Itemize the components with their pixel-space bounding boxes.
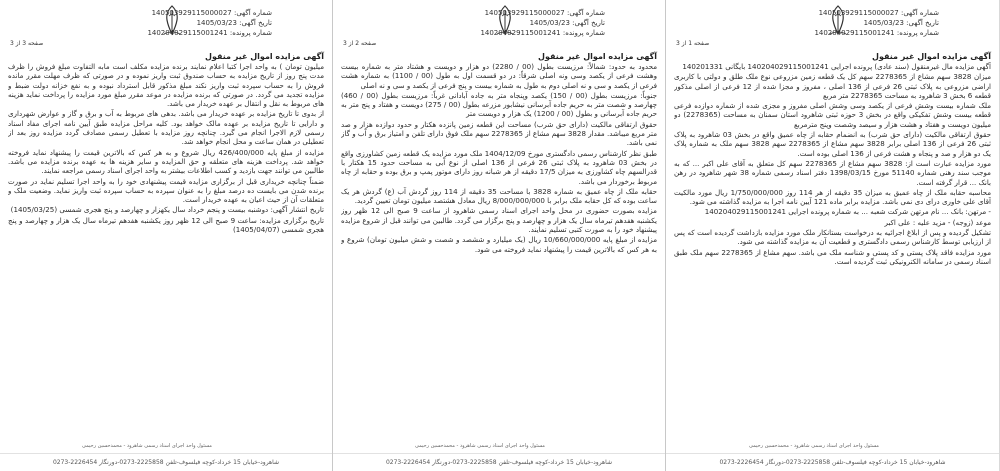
- paragraph: تشکیل گردیده و پس از ابلاغ اجرائیه به درخواست بستانکار ملک مورد مزایده بازداشت گردیده است که پس از ارزیابی توسط کارشناس رسمی دادگستری و قطعیت آن به مزایده گذاشته می شود.: [674, 228, 991, 247]
- notice-title: آگهی مزایده اموال غیر منقول: [205, 52, 324, 61]
- publish-date: تاریخ انتشار آگهی: دوشنبه بیست و پنجم خرداد سال یکهزار و چهارصد و پنج هجری شمسی (1405/03/25): [10, 205, 324, 215]
- page-number: صفحه 1 از 3: [676, 40, 710, 47]
- paragraph: جنوباً: مرزیست بطول (00 / 150) یکصد وپنجاه متر به جاده آبادانی غرباً: مرزیست بطول (00 / 460) چهارصد و شصت متر به حریم جاده آبرسانی نیشابور مزرعه بطول (00 / 275) دویست و هفتاد و پنج متر به حریم جاده آبرسانی و بطول (00 / 1200) یک هزار و دویست متر: [341, 90, 657, 119]
- notice-body: [341, 62, 657, 443]
- reference-block: [147, 8, 272, 38]
- auction-date: تاریخ برگزاری مزایده: ساعت 9 صبح الی 12 ظهر روز یکشنبه هفدهم تیرماه سال یک هزار و چهارصد و پنج هجری شمسی (1405/04/07): [8, 215, 324, 235]
- paragraph: مورد مزایده عبارت است از: 3828 سهم مشاع از 2278365 سهم کل متعلق به آقای علی اکبر ... که به موجب سند رهنی شماره 51140 مورخ 1398/03/15 دفتر اسناد رسمی شماره 38 شهر شاهرود در رهن بانک ... قرار گرفته است.: [674, 158, 991, 187]
- ref-date: تاریخ آگهی: 1405/03/23: [863, 19, 939, 27]
- paragraph: - مرتهن: بانک ... نام مرتهن شرکت شعبه ... به شماره پرونده اجرایی 140204029115001241: [704, 207, 991, 217]
- paragraph: حقابه ملک از چاه عمیق به شماره 3828 با مساحت 35 دقیقه از 114 روز گردش آب (ع) گردش هر یک ساعت بوده که کل حقابه ملک برابر با 8/000/000/000 ریال معادل هشتصد میلیون تومان تعیین گردید.: [341, 186, 657, 206]
- footer-address: شاهرود-خیابان 15 خرداد-کوچه فیلسوف-تلفن 2225858-0273-دورنگار 2226454-0273: [666, 453, 999, 471]
- sheet-page-1: [666, 0, 999, 471]
- notice-body: [8, 62, 324, 443]
- sheet-page-3: [0, 0, 333, 471]
- ref-number: شماره آگهی: 140503929115000027: [818, 9, 939, 17]
- paragraph: میزان 3828 سهم مشاع از 2278365 سهم کل یک قطعه زمین مزروعی نوع ملک طلق و دولتی با کاربری اراضی مزروعی به پلاک ثبتی 26 فرعی از 136 اصلی ، مفروز و مجزا شده از 12 فرعی از اصلی مذکور قطعه 6 بخش 3 شاهرود به مساحت 2278365 متر مربع: [674, 72, 991, 100]
- notice-title: آگهی مزایده اموال غیر منقول: [872, 52, 991, 61]
- footer-address: شاهرود-خیابان 15 خرداد-کوچه فیلسوف-تلفن 2225858-0273-دورنگار 2226454-0273: [333, 453, 665, 471]
- reference-block: [480, 8, 605, 38]
- paragraph: مزایده از مبلغ پایه 10/660/000/000 ریال (یک میلیارد و ششصد و شصت و شش میلیون تومان) شروع و به هر کس که بالاترین قیمت را پیشنهاد نماید فروخته می شود.: [341, 235, 657, 254]
- paragraph: مزایده از مبلغ پایه 426/400/000 ریال شروع و به هر کس که بالاترین قیمت را پیشنهاد نماید فروخته خواهد شد. پرداخت هزینه های متعلقه و حق المزایده و سایر هزینه ها به عهده برنده مزایده می باشد. طالبین می توانند جهت بازدید و کسب اطلاعات بیشتر به واحد اجرای اسناد رسمی مراجعه نمایند.: [8, 147, 324, 176]
- sheet-header: [666, 0, 999, 52]
- page-number: صفحه 3 از 3: [10, 40, 44, 47]
- sheet-header: [333, 0, 665, 52]
- paragraph: مزایده بصورت حضوری در محل واحد اجرای اسناد رسمی شاهرود از ساعت 9 صبح الی 12 ظهر روز یکشنبه هفدهم تیرماه سال یک هزار و چهارصد و پنج برگزار می گردد. طالبین می توانند قبل از شروع مزایده پیشنهاد خود را به صورت کتبی تسلیم نمایند.: [341, 206, 657, 235]
- ref-date: تاریخ آگهی: 1405/03/23: [196, 19, 272, 27]
- ref-date: تاریخ آگهی: 1405/03/23: [529, 19, 605, 27]
- paragraph: حقوق ارتفاقی مالکیت (دارای حق شرب) مساحت این قطعه زمین پانزده هکتار و حدود دوازده هزار و صد متر مربع میباشد. مقدار 3828 سهم مشاع از 2278365 سهم ملک فوق دارای تلفن و امتیاز برق و آب و گاز نمی باشد.: [341, 119, 657, 148]
- paragraph: طبق نظر کارشناس رسمی دادگستری مورخ 1404/12/09 ملک مورد مزایده یک قطعه زمین کشاورزی واقع در بخش 03 شاهرود به پلاک ثبتی 26 فرعی از 136 اصلی از نوع آبی به مساحت حدود 15 هکتار با قدرالسهم چاه کشاورزی به میزان 17/5 دقیقه از هر شبانه روز دارای موتور پمپ و برق بوده و حقابه از چاه مربوط برخوردار می باشد.: [341, 148, 657, 186]
- sheet-header: [0, 0, 332, 52]
- notice-body: [674, 62, 991, 443]
- file-number: شماره پرونده: 140204029115001241: [814, 29, 939, 37]
- sheet-page-2: [333, 0, 666, 471]
- paragraph: حقوق ارتفاقی مالکیت (دارای حق شرب) به انضمام حقابه از چاه عمیق واقع در بخش 03 شاهرود به پلاک ثبتی 26 فرعی از 136 اصلی برابر 3828 سهم مشاع از 2278365 سهم 3828 سهم ملک به شماره پلاک یک دو هزار و صد و پنجاه و هشت فرعی از 136 اصلی بوده است.: [674, 130, 991, 158]
- reference-block: [814, 8, 939, 38]
- paragraph: آگهی مزایده مال غیرمنقول (سند عادی) پرونده اجرایی 140204029115001241 بایگانی 140201331: [682, 62, 991, 71]
- file-number: شماره پرونده: 140204029115001241: [480, 29, 605, 37]
- file-number: شماره پرونده: 140204029115001241: [147, 29, 272, 37]
- paragraph: از بدوی تا تاریخ مزایده بر عهده خریدار می باشد. بدهی های مربوط به آب و برق و گاز و عوارض شهرداری و دارایی تا تاریخ مزایده بر عهده مالک خواهد بود. کلیه مراحل مزایده طبق آیین نامه اجرای مفاد اسناد رسمی لازم الاجرا انجام می گیرد. چنانچه روز مزایده با تعطیل رسمی مصادف گردد مزایده روز بعد از تعطیلی در همان ساعت و محل انجام خواهد شد.: [8, 109, 324, 147]
- notice-title: آگهی مزایده اموال غیر منقول: [538, 52, 657, 61]
- paragraph: محدود به حدود: شمالاً: مرزیست بطول (00 / 2280) دو هزار و دویست و هشتاد متر به شماره بیست وهشت فرعی از یکصد وسی ونه اصلی شرقاً: در دو قسمت اول به طول (00 / 1100) به شماره هشت فرعی از یکصد و سی و نه اصلی دوم به طول به شماره بیست و پنج فرعی از یکصد و سی و نه اصلی: [341, 62, 657, 90]
- paragraph: ملک شماره بیست وشش فرعی از یکصد وسی وشش اصلی مفروز و مجزی شده از شماره دوازده فرعی قطعه بیست وشش تفکیکی واقع در بخش 3 حوزه ثبتی شاهرود استان سمنان به مساحت (2278365) دو میلیون دویست و هفتاد و هشت هزار و سیصد وشصت وپنج مترمربع: [674, 101, 991, 129]
- paragraph: ضمناً چنانچه خریداری قبل از برگزاری مزایده قیمت پیشنهادی خود را به واحد اجرا تسلیم نماید در صورت برنده شدن می بایست ده درصد مبلغ را به عنوان سپرده به حساب سپرده ثبت واریز نماید. وضعیت ملک و متعلقات آن از حیث اعیان به عهده خریدار است.: [8, 176, 324, 205]
- paragraph: مورد مزایده فاقد پلاک پستی و کد پستی و شناسه ملک می باشد. سهم مشاع از 2278365 سهم ملک طبق اسناد رسمی در سامانه الکترونیکی ثبت گردیده است.: [674, 247, 991, 266]
- ref-number: شماره آگهی: 140503929115000027: [484, 9, 605, 17]
- paragraph: موعد (زوجه) - مزید علیه : علی اکبر: [884, 217, 991, 227]
- signature: مسئول واحد اجرای اسناد رسمی شاهرود - محمدحسین رحیمی: [81, 443, 212, 449]
- ref-number: شماره آگهی: 140503929115000027: [151, 9, 272, 17]
- signature: مسئول واحد اجرای اسناد رسمی شاهرود - محمدحسین رحیمی: [414, 443, 545, 449]
- signature: مسئول واحد اجرای اسناد رسمی شاهرود - محمدحسین رحیمی: [748, 443, 879, 449]
- page-number: صفحه 2 از 3: [343, 40, 377, 47]
- paragraph: میلیون تومان ) به واحد اجرا کتبا اعلام نمایند برنده مزایده مکلف است مابه التفاوت مبلغ فروش را ظرف مدت پنج روز از تاریخ مزایده به حساب صندوق ثبت واریز نموده و در صورتی که ظرف مهلت مقرر مانده فروش را به حساب سپرده ثبت واریز نکند مبلغ مذکور قابل استرداد نبوده و به نفع خزانه دولت ضبط و مزایده تجدید می گردد. در صورتی که برنده مزایده در موعد مقرر مبلغ مورد مزایده را پرداخت نماید هزینه های مربوط به نقل و انتقال بر عهده خریدار می باشد.: [8, 62, 324, 109]
- footer-address: شاهرود-خیابان 15 خرداد-کوچه فیلسوف-تلفن 2225858-0273-دورنگار 2226454-0273: [0, 453, 332, 471]
- paragraph: محاسبه حقابه ملک از چاه عمیق به میزان 35 دقیقه از هر 114 روز 1/750/000/000 ریال مورد مالکیت آقای علی خاوری درای دی نمی باشد. مزایده برابر ماده 121 آیین نامه اجرا به مزایده گذاشته می شود.: [674, 187, 991, 207]
